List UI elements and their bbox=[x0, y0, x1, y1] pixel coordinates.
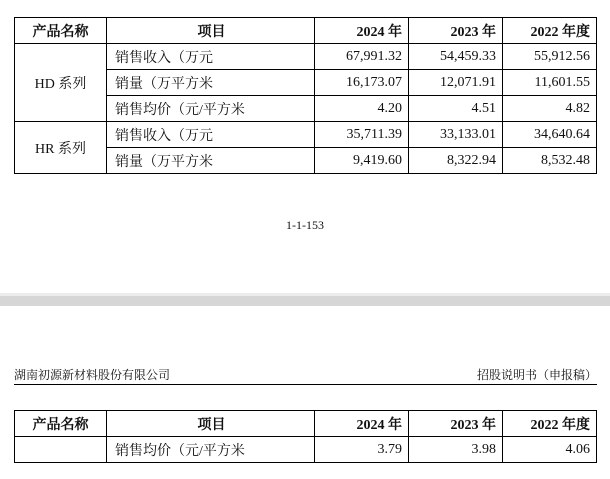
header-item: 项目 bbox=[107, 411, 315, 437]
header-2022: 2022 年度 bbox=[503, 411, 597, 437]
cell-2022: 4.06 bbox=[503, 437, 597, 463]
page-break bbox=[0, 296, 610, 306]
header-2024: 2024 年 bbox=[315, 18, 409, 44]
group-label-hr: HR 系列 bbox=[15, 122, 107, 174]
group-label-hd: HD 系列 bbox=[15, 44, 107, 122]
sales-table-continued bbox=[14, 410, 597, 463]
cell-2022: 55,912.56 bbox=[503, 44, 597, 70]
row-item: 销量（万平方米 bbox=[107, 148, 315, 174]
table-header-row bbox=[15, 411, 597, 437]
row-item: 销售收入（万元 bbox=[107, 44, 315, 70]
cell-2023: 33,133.01 bbox=[409, 122, 503, 148]
table-row bbox=[15, 44, 597, 70]
row-item: 销售均价（元/平方米 bbox=[107, 96, 315, 122]
cell-2023: 4.51 bbox=[409, 96, 503, 122]
cell-2022: 4.82 bbox=[503, 96, 597, 122]
header-2022: 2022 年度 bbox=[503, 18, 597, 44]
header-company: 湖南初源新材料股份有限公司 bbox=[14, 368, 171, 382]
header-product: 产品名称 bbox=[15, 18, 107, 44]
cell-2024: 3.79 bbox=[315, 437, 409, 463]
header-2023: 2023 年 bbox=[409, 411, 503, 437]
cell-2024: 35,711.39 bbox=[315, 122, 409, 148]
cell-2023: 54,459.33 bbox=[409, 44, 503, 70]
page-header bbox=[14, 366, 597, 385]
cell-2024: 67,991.32 bbox=[315, 44, 409, 70]
cell-2023: 12,071.91 bbox=[409, 70, 503, 96]
page-number: 1-1-153 bbox=[286, 218, 324, 232]
cell-product bbox=[15, 437, 107, 463]
header-product: 产品名称 bbox=[15, 411, 107, 437]
table-header-row bbox=[15, 18, 597, 44]
cell-2022: 11,601.55 bbox=[503, 70, 597, 96]
header-doc-title: 招股说明书（申报稿） bbox=[476, 368, 597, 382]
table-row bbox=[15, 437, 597, 463]
cell-2023: 8,322.94 bbox=[409, 148, 503, 174]
row-item: 销售均价（元/平方米 bbox=[107, 437, 315, 463]
row-item: 销量（万平方米 bbox=[107, 70, 315, 96]
cell-2024: 9,419.60 bbox=[315, 148, 409, 174]
row-item: 销售收入（万元 bbox=[107, 122, 315, 148]
header-item: 项目 bbox=[107, 18, 315, 44]
cell-2022: 8,532.48 bbox=[503, 148, 597, 174]
header-2024: 2024 年 bbox=[315, 411, 409, 437]
sales-table-top bbox=[14, 17, 597, 174]
cell-2022: 34,640.64 bbox=[503, 122, 597, 148]
table-row bbox=[15, 122, 597, 148]
cell-2023: 3.98 bbox=[409, 437, 503, 463]
cell-2024: 4.20 bbox=[315, 96, 409, 122]
header-2023: 2023 年 bbox=[409, 18, 503, 44]
cell-2024: 16,173.07 bbox=[315, 70, 409, 96]
